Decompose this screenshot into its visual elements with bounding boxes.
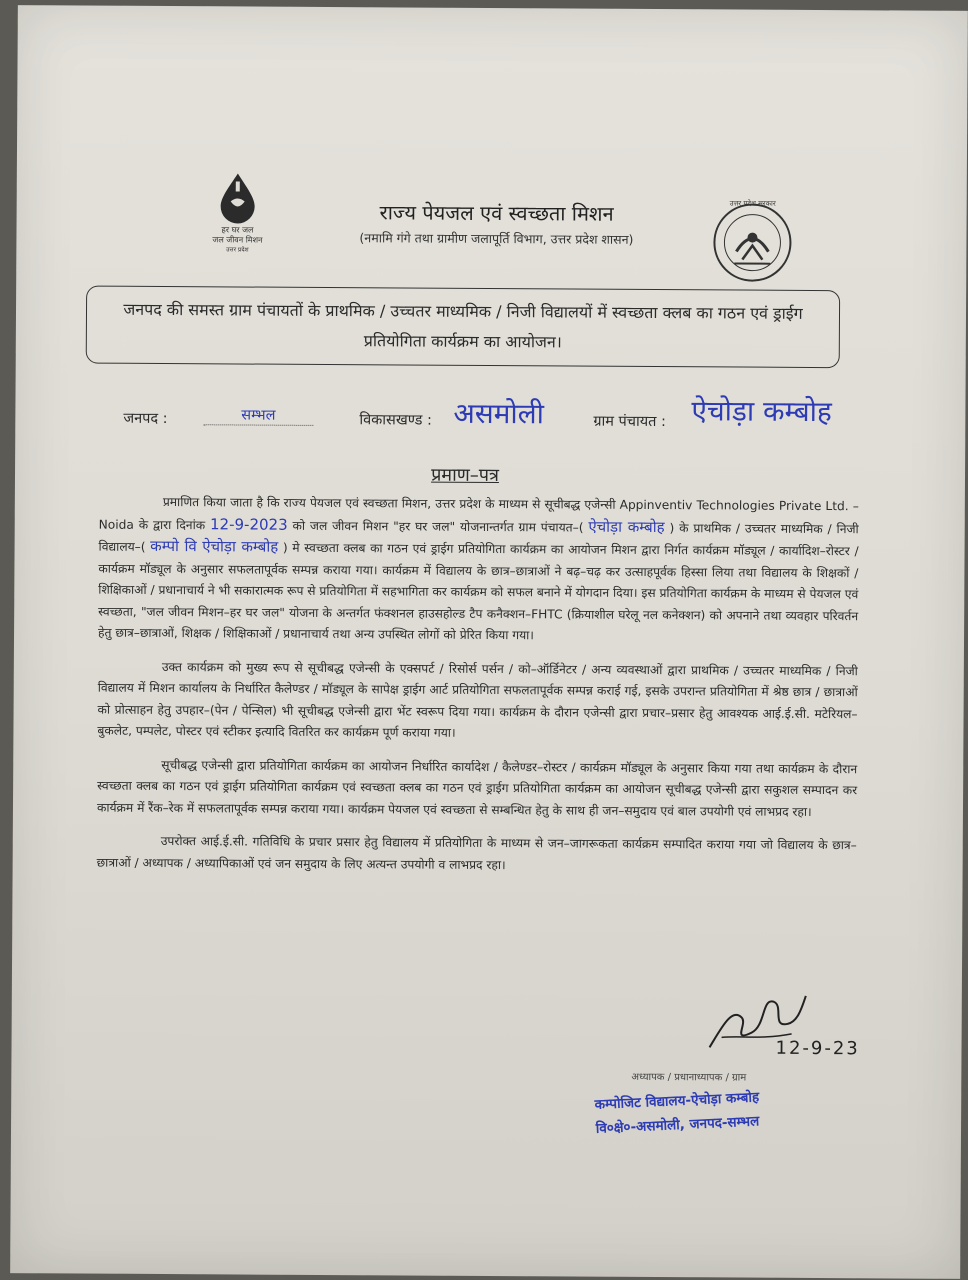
panchayat-label: ग्राम पंचायत :	[593, 413, 666, 431]
stamp-line-2: वि०क्षे०-असमोली, जनपद-सम्भल	[595, 1113, 760, 1137]
certificate-title: प्रमाण–पत्र	[431, 464, 500, 487]
block-label: विकासखण्ड :	[359, 412, 432, 429]
p1-text-a: प्रमाणित किया जाता है कि राज्य पेयजल एवं स्वच्छता मिशन, उत्तर प्रदेश के माध्यम से सूचीबद्ध एजेन्सी Appinventiv Technologies Private Ltd. – Noida के द्वारा दिनांक	[98, 495, 859, 532]
paragraph-3: सूचीबद्ध एजेन्सी द्वारा प्रतियोगिता कार्यक्रम का आयोजन निर्धारित कार्यादेश / कैलेण्डर–रोस्टर / कार्यक्रम मॉड्यूल के अनुसार किया गया तथा कार्यक्रम के दौरान स्वच्छता क्लब का गठन एवं ड्राईग प्रतियोगिता कार्यक्रम एवं स्वच्छता क्लब का गठन एवं ड्राईग प्रतियोगिता कार्यक्रम का आयोजन सूचीबद्ध एजेन्सी द्वारा सकुशल सम्पादन कर कार्यक्रम में रैंक–रेक में सफलतापूर्वक सम्पन्न कराया गया। कार्यक्रम पेयजल एवं स्वच्छता से सम्बन्धित हेतु के साथ ही जन–समुदाय एवं बाल उपयोगी एवं लाभप्रद रहा।	[96, 757, 858, 819]
jal-jeevan-mission-logo	[192, 171, 283, 256]
school-stamp	[594, 1082, 836, 1141]
paragraph-4: उपरोक्त आई.ई.सी. गतिविधि के प्रचार प्रसार हेतु विद्यालय में प्रतियोगिता के माध्यम से जन–जागरूकता कार्यक्रम सम्पादित कराया गया जो विद्यालय के छात्र–छात्राओं / अध्यापक / अध्यापिकाओं एवं जन समुदाय के लिए अत्यन्त उपयोगी व लाभप्रद रहा।	[96, 833, 857, 872]
logo-line-1: हर घर जल	[221, 225, 254, 235]
water-drop-logo-icon	[215, 171, 261, 223]
p1-handwritten-school: कम्पो वि ऐचोड़ा कम्बोह	[150, 536, 279, 556]
letterhead	[306, 199, 686, 248]
p1-handwritten-panchayat: ऐचोड़ा कम्बोह	[588, 517, 665, 536]
p1-text-c: ) के प्राथमिक / उच्चतर माध्यमिक / निजी विद्यालय–(	[98, 520, 859, 554]
certificate-body	[97, 492, 859, 887]
paragraph-2: उक्त कार्यक्रम को मुख्य रूप से सूचीबद्ध एजेन्सी के एक्सपर्ट / रिसोर्स पर्सन / को–ऑर्डिनेटर / अन्य व्यवस्थाओं द्वारा प्राथमिक / उच्चतर माध्यमिक / निजी विद्यालय में मिशन कार्यालय के निर्धारित कैलेण्डर / मॉड्यूल के सापेक्ष ड्राईग आर्ट प्रतियोगिता सफलतापूर्वक सम्पन्न कराई गई, इसके उपरान्त प्रतियोगिता में श्रेष्ठ छात्र / छात्राओं को प्रोत्साहन हेतु उपहार–(पेन / पेन्सिल) भी सूचीबद्ध एजेन्सी द्वारा भेंट स्वरूप दिया गया। कार्यक्रम के दौरान एजेन्सी द्वारा प्रचार–प्रसार हेतु आवश्यक आई.ई.सी. मटेरियल–बुकलेट, पम्पलेट, पोस्टर एवं स्टीकर इत्यादि वितरित कर कार्यक्रम पूर्ण कराया गया।	[97, 659, 858, 740]
block-value: असमोली	[453, 396, 545, 431]
p1-handwritten-date: 12-9-2023	[209, 514, 288, 534]
organisation-subtitle: (नमामि गंगे तथा ग्रामीण जलापूर्ति विभाग, उत्तर प्रदेश शासन)	[359, 230, 634, 247]
logo-line-3: उत्तर प्रदेश	[226, 246, 249, 254]
program-topic: जनपद की समस्त ग्राम पंचायतों के प्राथमिक / उच्चतर माध्यमिक / निजी विद्यालयों में स्वच्छता क्लब का गठन एवं ड्राईग प्रतियोगिता कार्यक्रम का आयोजन।	[123, 299, 803, 352]
panchayat-value: ऐचोड़ा कम्बोह	[691, 394, 832, 429]
district-value: सम्भल	[203, 404, 313, 426]
signature-date: 12-9-23	[775, 1037, 860, 1060]
program-topic-box	[86, 286, 840, 369]
location-fields	[123, 394, 903, 453]
emblem-text: उत्तर प्रदेश सरकार	[729, 199, 776, 208]
p1-text-b: को जल जीवन मिशन "हर घर जल" योजनान्तर्गत ग्राम पंचायत–(	[292, 518, 584, 535]
stamp-line-1: कम्पोजिट विद्यालय-ऐचोड़ा कम्बोह	[594, 1089, 760, 1113]
up-government-emblem	[706, 201, 798, 284]
certificate-paper	[10, 5, 968, 1279]
logo-line-2: जल जीवन मिशन	[212, 235, 263, 245]
district-label: जनपद :	[123, 410, 168, 428]
paragraph-1	[98, 492, 859, 649]
organisation-title: राज्य पेयजल एवं स्वच्छता मिशन	[379, 200, 614, 226]
signatory-label: अध्यापक / प्रधानाध्यापक / ग्राम	[631, 1071, 747, 1084]
p1-text-d: ) मे स्वच्छता क्लब का गठन एवं ड्राईग प्रतियोगिता कार्यक्रम का आयोजन मिशन द्वारा निर्गत कार्यक्रम मॉड्यूल / कार्यादिश–रोस्टर / कार्यक्रम मॉड्यूल के अनुसार सफलतापूर्वक सम्पन्न कराया गया। कार्यक्रम में विद्यालय के छात्र–छात्राओं ने बढ़–चढ़ कर उत्साहपूर्वक हिस्सा लिया तथा विद्यालय के शिक्षकों / शिक्षिकाओं / प्रधानाचार्य ने भी सकारात्मक रूप से प्रतियोगिता में सहभागिता कर कार्यक्रम को सफल बनाने में योगदान दिया। इस प्रतियोगिता कार्यक्रम के माध्यम से पेयजल एवं स्वच्छता, "जल जीवन मिशन–हर घर जल" योजना के अन्तर्गत फंक्शनल हाउसहोल्ड टैप कनैक्शन–FHTC (क्रियाशील घरेलू नल कनेक्शन) को अपनाने तथा व्यवहार परिवर्तन हेतु छात्र–छात्राओं, शिक्षक / शिक्षिकाओं / प्रधानाचार्य तथा अन्य उपस्थित लोगों को प्रेरित किया गया।	[98, 540, 859, 643]
uttar-pradesh-emblem-icon	[706, 201, 798, 284]
